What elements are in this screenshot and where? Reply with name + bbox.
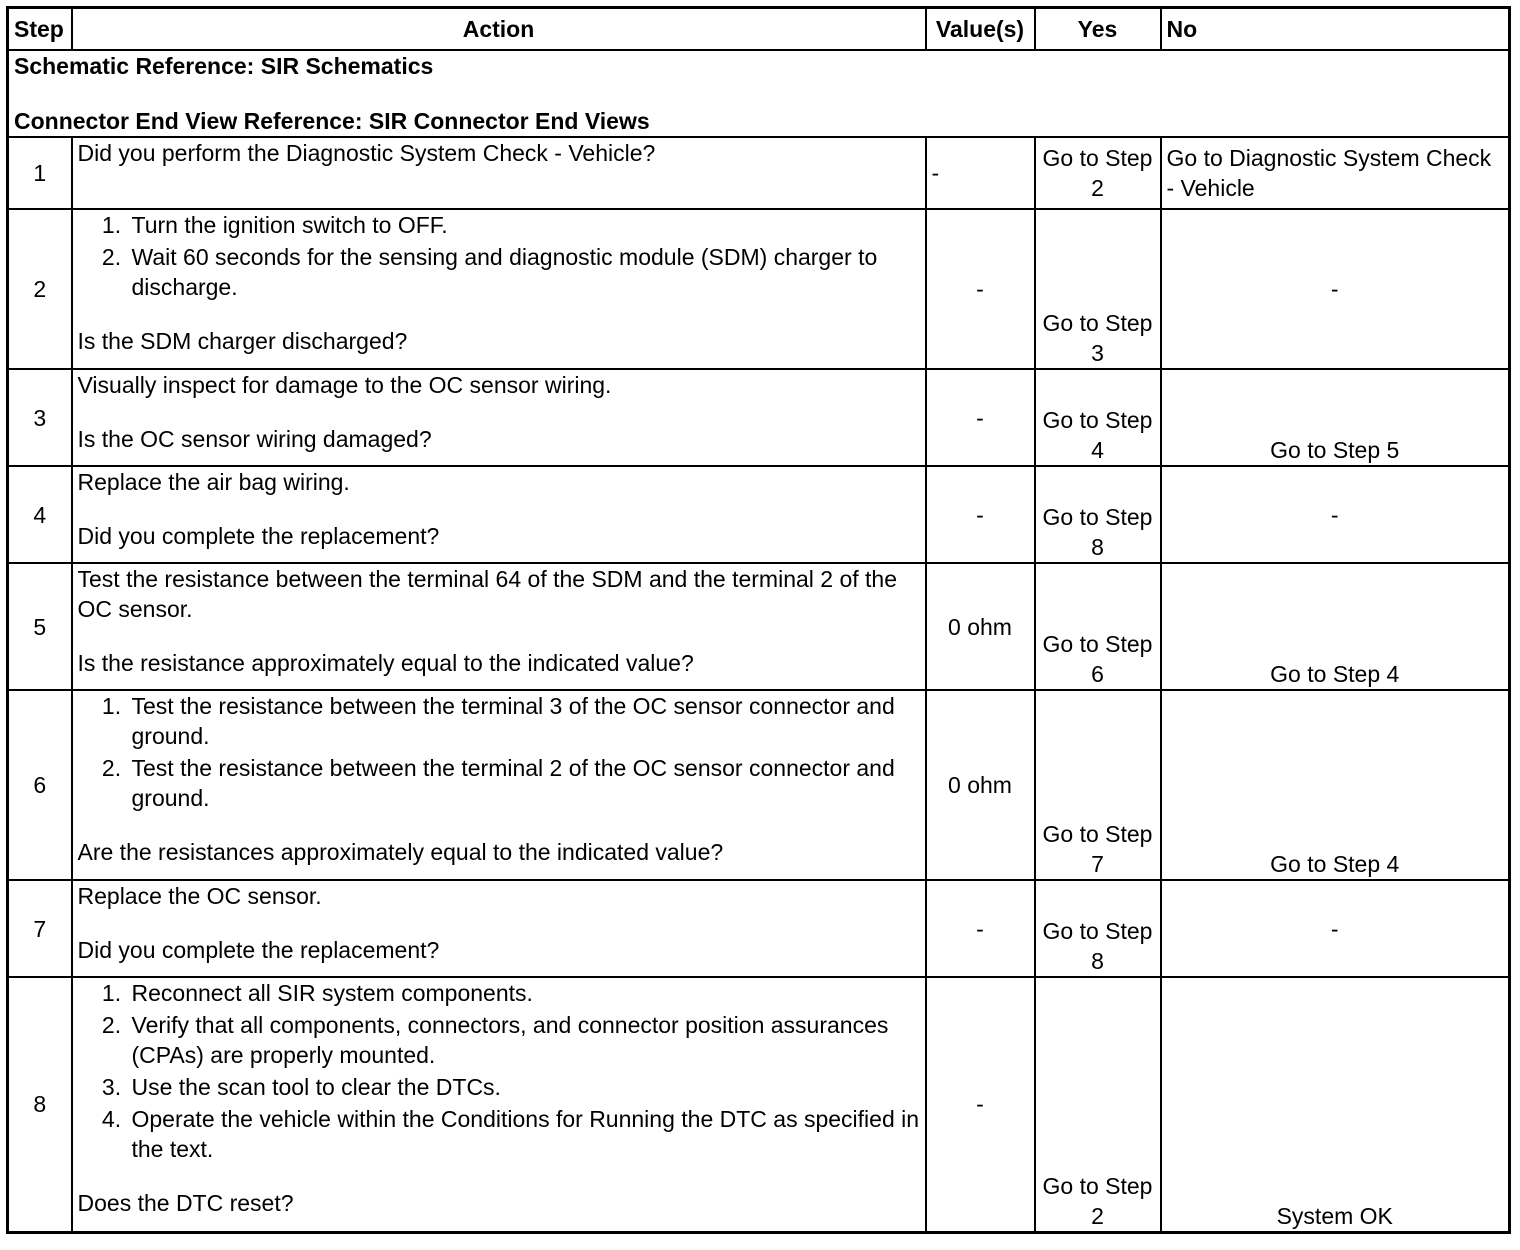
value-cell: -: [926, 977, 1035, 1232]
value-cell: -: [926, 209, 1035, 369]
list-item: 1. Test the resistance between the terminal 3 of the OC sensor connector and ground.: [128, 691, 920, 751]
step-number: 8: [8, 977, 72, 1232]
action-question: Is the resistance approximately equal to the indicated value?: [77, 650, 694, 676]
header-action: Action: [72, 8, 926, 51]
action-text: Replace the air bag wiring.: [77, 469, 350, 495]
action-cell: [72, 880, 926, 977]
action-text: Did you perform the Diagnostic System Check - Vehicle?: [77, 140, 656, 166]
yes-cell: Go to Step 2: [1035, 977, 1161, 1232]
reference-row: [8, 50, 1510, 137]
connector-reference: Connector End View Reference: SIR Connector End Views: [14, 108, 650, 134]
table-row: [8, 977, 1510, 1232]
no-cell: Go to Step 5: [1161, 369, 1510, 466]
header-row: [8, 8, 1510, 51]
list-item: 1. Turn the ignition switch to OFF.: [128, 210, 920, 240]
list-item: 2. Test the resistance between the terminal 2 of the OC sensor connector and ground.: [128, 753, 920, 813]
no-cell: Go to Step 4: [1161, 690, 1510, 880]
yes-cell: Go to Step 3: [1035, 209, 1161, 369]
step-number: 7: [8, 880, 72, 977]
table-row: [8, 563, 1510, 690]
table-row: [8, 690, 1510, 880]
table-row: [8, 466, 1510, 563]
no-cell: System OK: [1161, 977, 1510, 1232]
action-question: Is the OC sensor wiring damaged?: [77, 426, 432, 452]
list-item: 2. Verify that all components, connectors, and connector position assurances (CPAs) are properly mounted.: [128, 1010, 920, 1070]
value-cell: -: [926, 466, 1035, 563]
action-list: [78, 978, 920, 1164]
reference-cell: [8, 50, 1510, 137]
step-number: 5: [8, 563, 72, 690]
table-row: [8, 137, 1510, 209]
yes-cell: Go to Step 4: [1035, 369, 1161, 466]
value-cell: -: [926, 137, 1035, 209]
yes-cell: Go to Step 8: [1035, 880, 1161, 977]
value-cell: 0 ohm: [926, 563, 1035, 690]
no-cell: -: [1161, 466, 1510, 563]
value-cell: -: [926, 369, 1035, 466]
action-text: Replace the OC sensor.: [77, 883, 322, 909]
list-item: 1. Reconnect all SIR system components.: [128, 978, 920, 1008]
action-list: [78, 691, 920, 813]
step-number: 3: [8, 369, 72, 466]
action-question: Are the resistances approximately equal to the indicated value?: [77, 839, 724, 865]
header-no: No: [1161, 8, 1510, 51]
yes-cell: Go to Step 7: [1035, 690, 1161, 880]
step-number: 4: [8, 466, 72, 563]
step-number: 2: [8, 209, 72, 369]
value-cell: 0 ohm: [926, 690, 1035, 880]
action-cell: [72, 977, 926, 1232]
action-question: Does the DTC reset?: [77, 1190, 294, 1216]
action-list: [78, 210, 920, 302]
yes-cell: Go to Step 6: [1035, 563, 1161, 690]
no-cell: Go to Diagnostic System Check - Vehicle: [1161, 137, 1510, 209]
action-text: Visually inspect for damage to the OC sensor wiring.: [77, 372, 612, 398]
yes-cell: Go to Step 8: [1035, 466, 1161, 563]
action-cell: [72, 137, 926, 209]
action-cell: [72, 369, 926, 466]
schematic-reference: Schematic Reference: SIR Schematics: [14, 53, 434, 79]
table-row: [8, 369, 1510, 466]
list-item: 3. Use the scan tool to clear the DTCs.: [128, 1072, 920, 1102]
diagnostic-table: [6, 6, 1511, 1234]
value-cell: -: [926, 880, 1035, 977]
yes-cell: Go to Step 2: [1035, 137, 1161, 209]
list-item: 4. Operate the vehicle within the Conditions for Running the DTC as specified in the text.: [128, 1104, 920, 1164]
header-step: Step: [8, 8, 72, 51]
header-values: Value(s): [926, 8, 1035, 51]
action-cell: [72, 563, 926, 690]
header-yes: Yes: [1035, 8, 1161, 51]
list-item: 2. Wait 60 seconds for the sensing and diagnostic module (SDM) charger to discharge.: [128, 242, 920, 302]
action-cell: [72, 209, 926, 369]
table-row: [8, 209, 1510, 369]
step-number: 1: [8, 137, 72, 209]
action-cell: [72, 690, 926, 880]
action-question: Is the SDM charger discharged?: [77, 328, 408, 354]
action-cell: [72, 466, 926, 563]
action-question: Did you complete the replacement?: [77, 937, 440, 963]
step-number: 6: [8, 690, 72, 880]
no-cell: -: [1161, 880, 1510, 977]
action-question: Did you complete the replacement?: [77, 523, 440, 549]
table-row: [8, 880, 1510, 977]
no-cell: Go to Step 4: [1161, 563, 1510, 690]
no-cell: -: [1161, 209, 1510, 369]
action-text: Test the resistance between the terminal 64 of the SDM and the terminal 2 of the OC sensor.: [77, 566, 898, 622]
